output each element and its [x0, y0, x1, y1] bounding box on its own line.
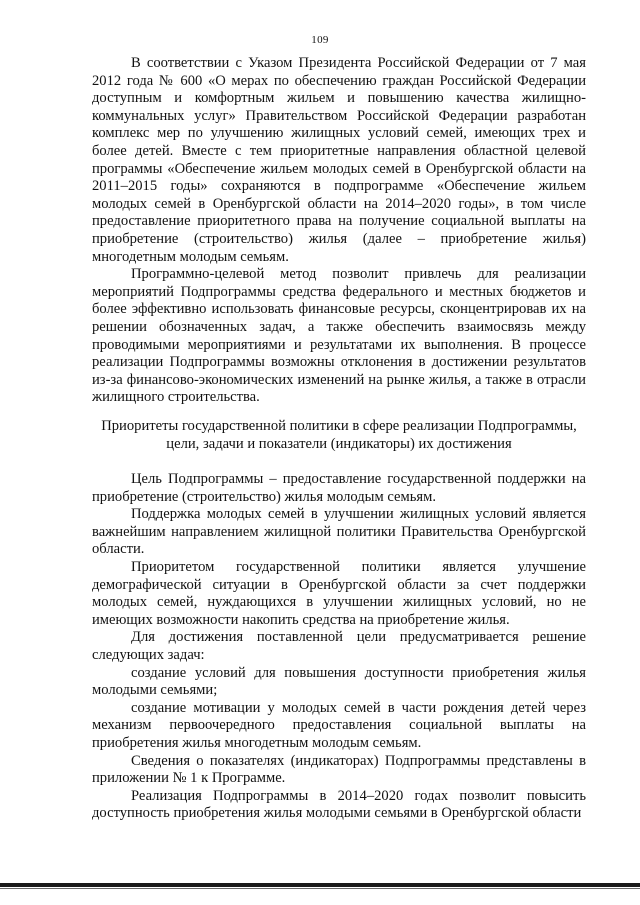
bottom-border-thin [0, 888, 640, 889]
section-text [92, 471, 586, 823]
page-number: 109 [311, 34, 329, 46]
section-heading-line-1: Приоритеты государственной политики в сфере реализации Подпрограммы, [101, 418, 577, 434]
paragraph-priority: Приоритетом государственной политики является улучшение демографической ситуации в Оренбургской области за счет поддержки молодых семей, нуждающихся в улучшении жилищных условий, но не имеющих возможности накопить средства на приобретение жилья. [92, 558, 586, 628]
paragraph-tasks-intro: Для достижения поставленной цели предусматривается решение следующих задач: [92, 629, 586, 663]
paragraph-program-method: Программно-целевой метод позволит привлечь для реализации мероприятий Подпрограммы средства федерального и местных бюджетов и более эффективно использовать финансовые ресурсы, сконцентрировав их на решении обозначенных задач, а также обеспечить взаимосвязь между проводимыми мероприятиями и результатами их выполнения. В процессе реализации Подпрограммы возможны отклонения в достижении результатов из-за финансово-экономических изменений на рынке жилья, а также в отрасли жилищного строительства. [92, 266, 586, 406]
paragraph-support: Поддержка молодых семей в улучшении жилищных условий является важнейшим направлением жилищной политики Правительства Оренбургской области. [92, 506, 586, 558]
paragraph-task-2: создание мотивации у молодых семей в части рождения детей через механизм первоочередного предоставления социальной выплаты на приобретения жилья многодетным молодым семьям. [92, 699, 586, 751]
intro-text [92, 55, 586, 407]
paragraph-decree: В соответствии с Указом Президента Российской Федерации от 7 мая 2012 года № 600 «О мерах по обеспечению граждан Российской Федерации доступным и комфортным жильем и повышению качества жилищно-коммунальных услуг» Правительством Российской Федерации разработан комплекс мер по улучшению жилищных условий семей, имеющих трех и более детей. Вместе с тем приоритетные направления областной целевой программы «Обеспечение жильем молодых семей в Оренбургской области на 2011–2015 годы» сохраняются в подпрограмме «Обеспечение жильем молодых семей в Оренбургской области на 2014–2020 годы», в том числе предоставление приоритетного права на получение социальной выплаты на приобретение (строительство) жилья (далее – приобретение жилья) многодетным молодым семьям. [92, 55, 586, 265]
paragraph-indicators: Сведения о показателях (индикаторах) Подпрограммы представлены в приложении № 1 к Программе. [92, 752, 586, 787]
paragraph-task-1: создание условий для повышения доступности приобретения жилья молодыми семьями; [92, 664, 586, 699]
section-heading [92, 418, 586, 453]
paragraph-goal: Цель Подпрограммы – предоставление государственной поддержки на приобретение (строительство) жилья молодым семьям. [92, 471, 586, 505]
section-heading-line-2: цели, задачи и показатели (индикаторы) их достижения [166, 435, 512, 452]
bottom-border [0, 883, 640, 887]
paragraph-implementation: Реализация Подпрограммы в 2014–2020 годах позволит повысить доступность приобретения жилья молодыми семьями в Оренбургской области [92, 787, 586, 822]
